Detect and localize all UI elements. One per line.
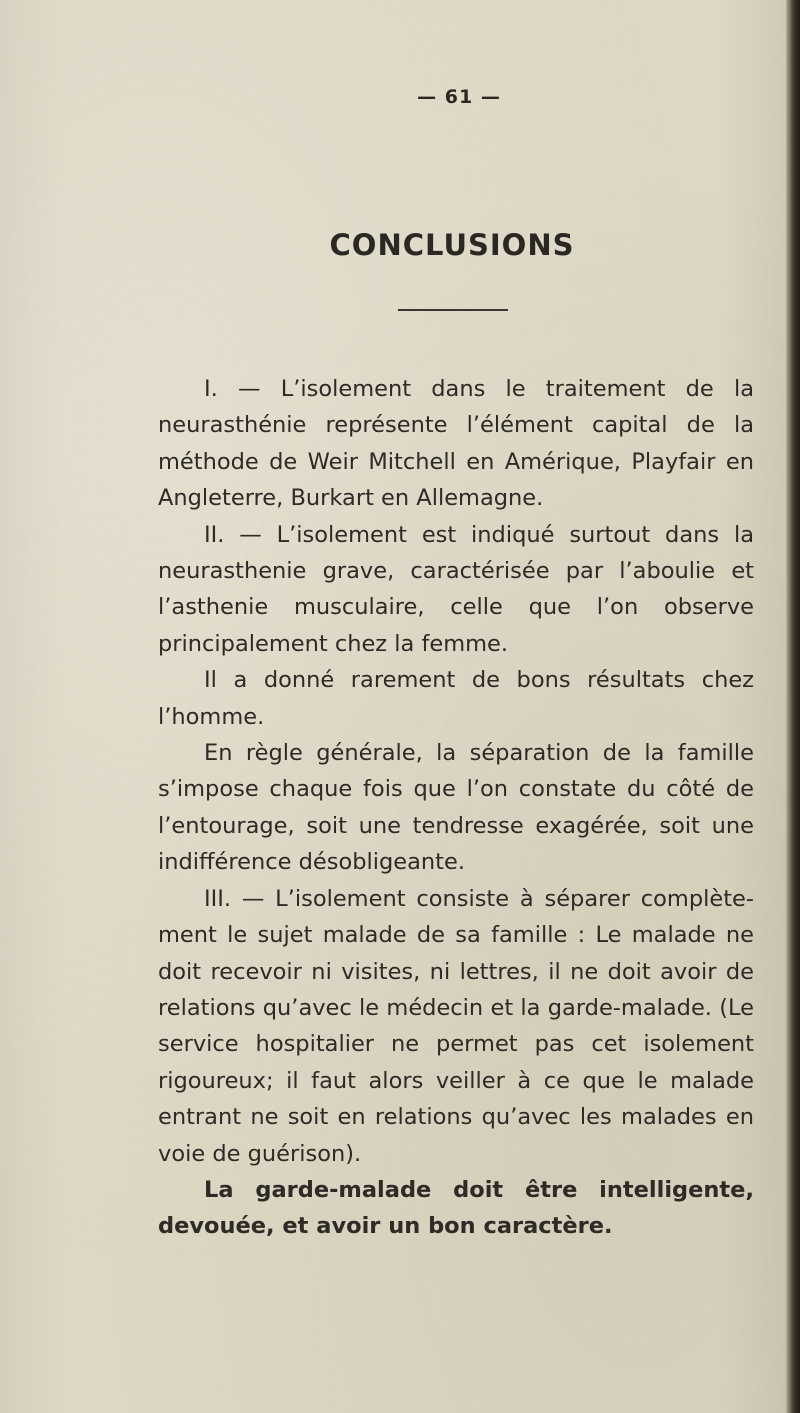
paragraph-1: I. — L’isolement dans le traitement de la neurasthénie représente l’élément capital de la méthode de Weir Mitchell en Amérique, Playfair en Angleterre, Burkart en Allemagne.	[158, 376, 754, 512]
page-binding-edge	[786, 0, 800, 1413]
title-divider	[398, 309, 508, 311]
paragraph-4: En règle générale, la séparation de la famille s’impose chaque fois que l’on constate du côté de l’entourage, soit une tendresse exagérée, soit une indifférence désobligeante.	[158, 740, 754, 876]
paragraph-2: II. — L’isolement est indiqué surtout dans la neurasthenie grave, caractérisée par l’aboulie et l’asthenie musculaire, celle que l’on observe principalement chez la femme.	[158, 521, 754, 657]
page-number: — 61 —	[417, 86, 501, 108]
paragraph-3: Il a donné rarement de bons résultats chez l’homme.	[158, 667, 754, 730]
paragraph-6: La garde-malade doit être intelligente, devouée, et avoir un bon caractère.	[158, 1176, 754, 1240]
page-title: CONCLUSIONS	[329, 228, 575, 262]
conclusions-body	[158, 371, 754, 1245]
paragraph-5: III. — L’isolement consiste à séparer complètement le sujet malade de sa famille : Le malade ne doit recevoir ni visites, ni lettres, il ne doit avoir de relations qu’avec le médecin et la garde-malade. (Le service hospitalier ne permet pas cet isolement rigoureux; il faut alors veiller à ce que le malade entrant ne soit en relations qu’avec les malades en voie de guérison).	[158, 885, 754, 1167]
